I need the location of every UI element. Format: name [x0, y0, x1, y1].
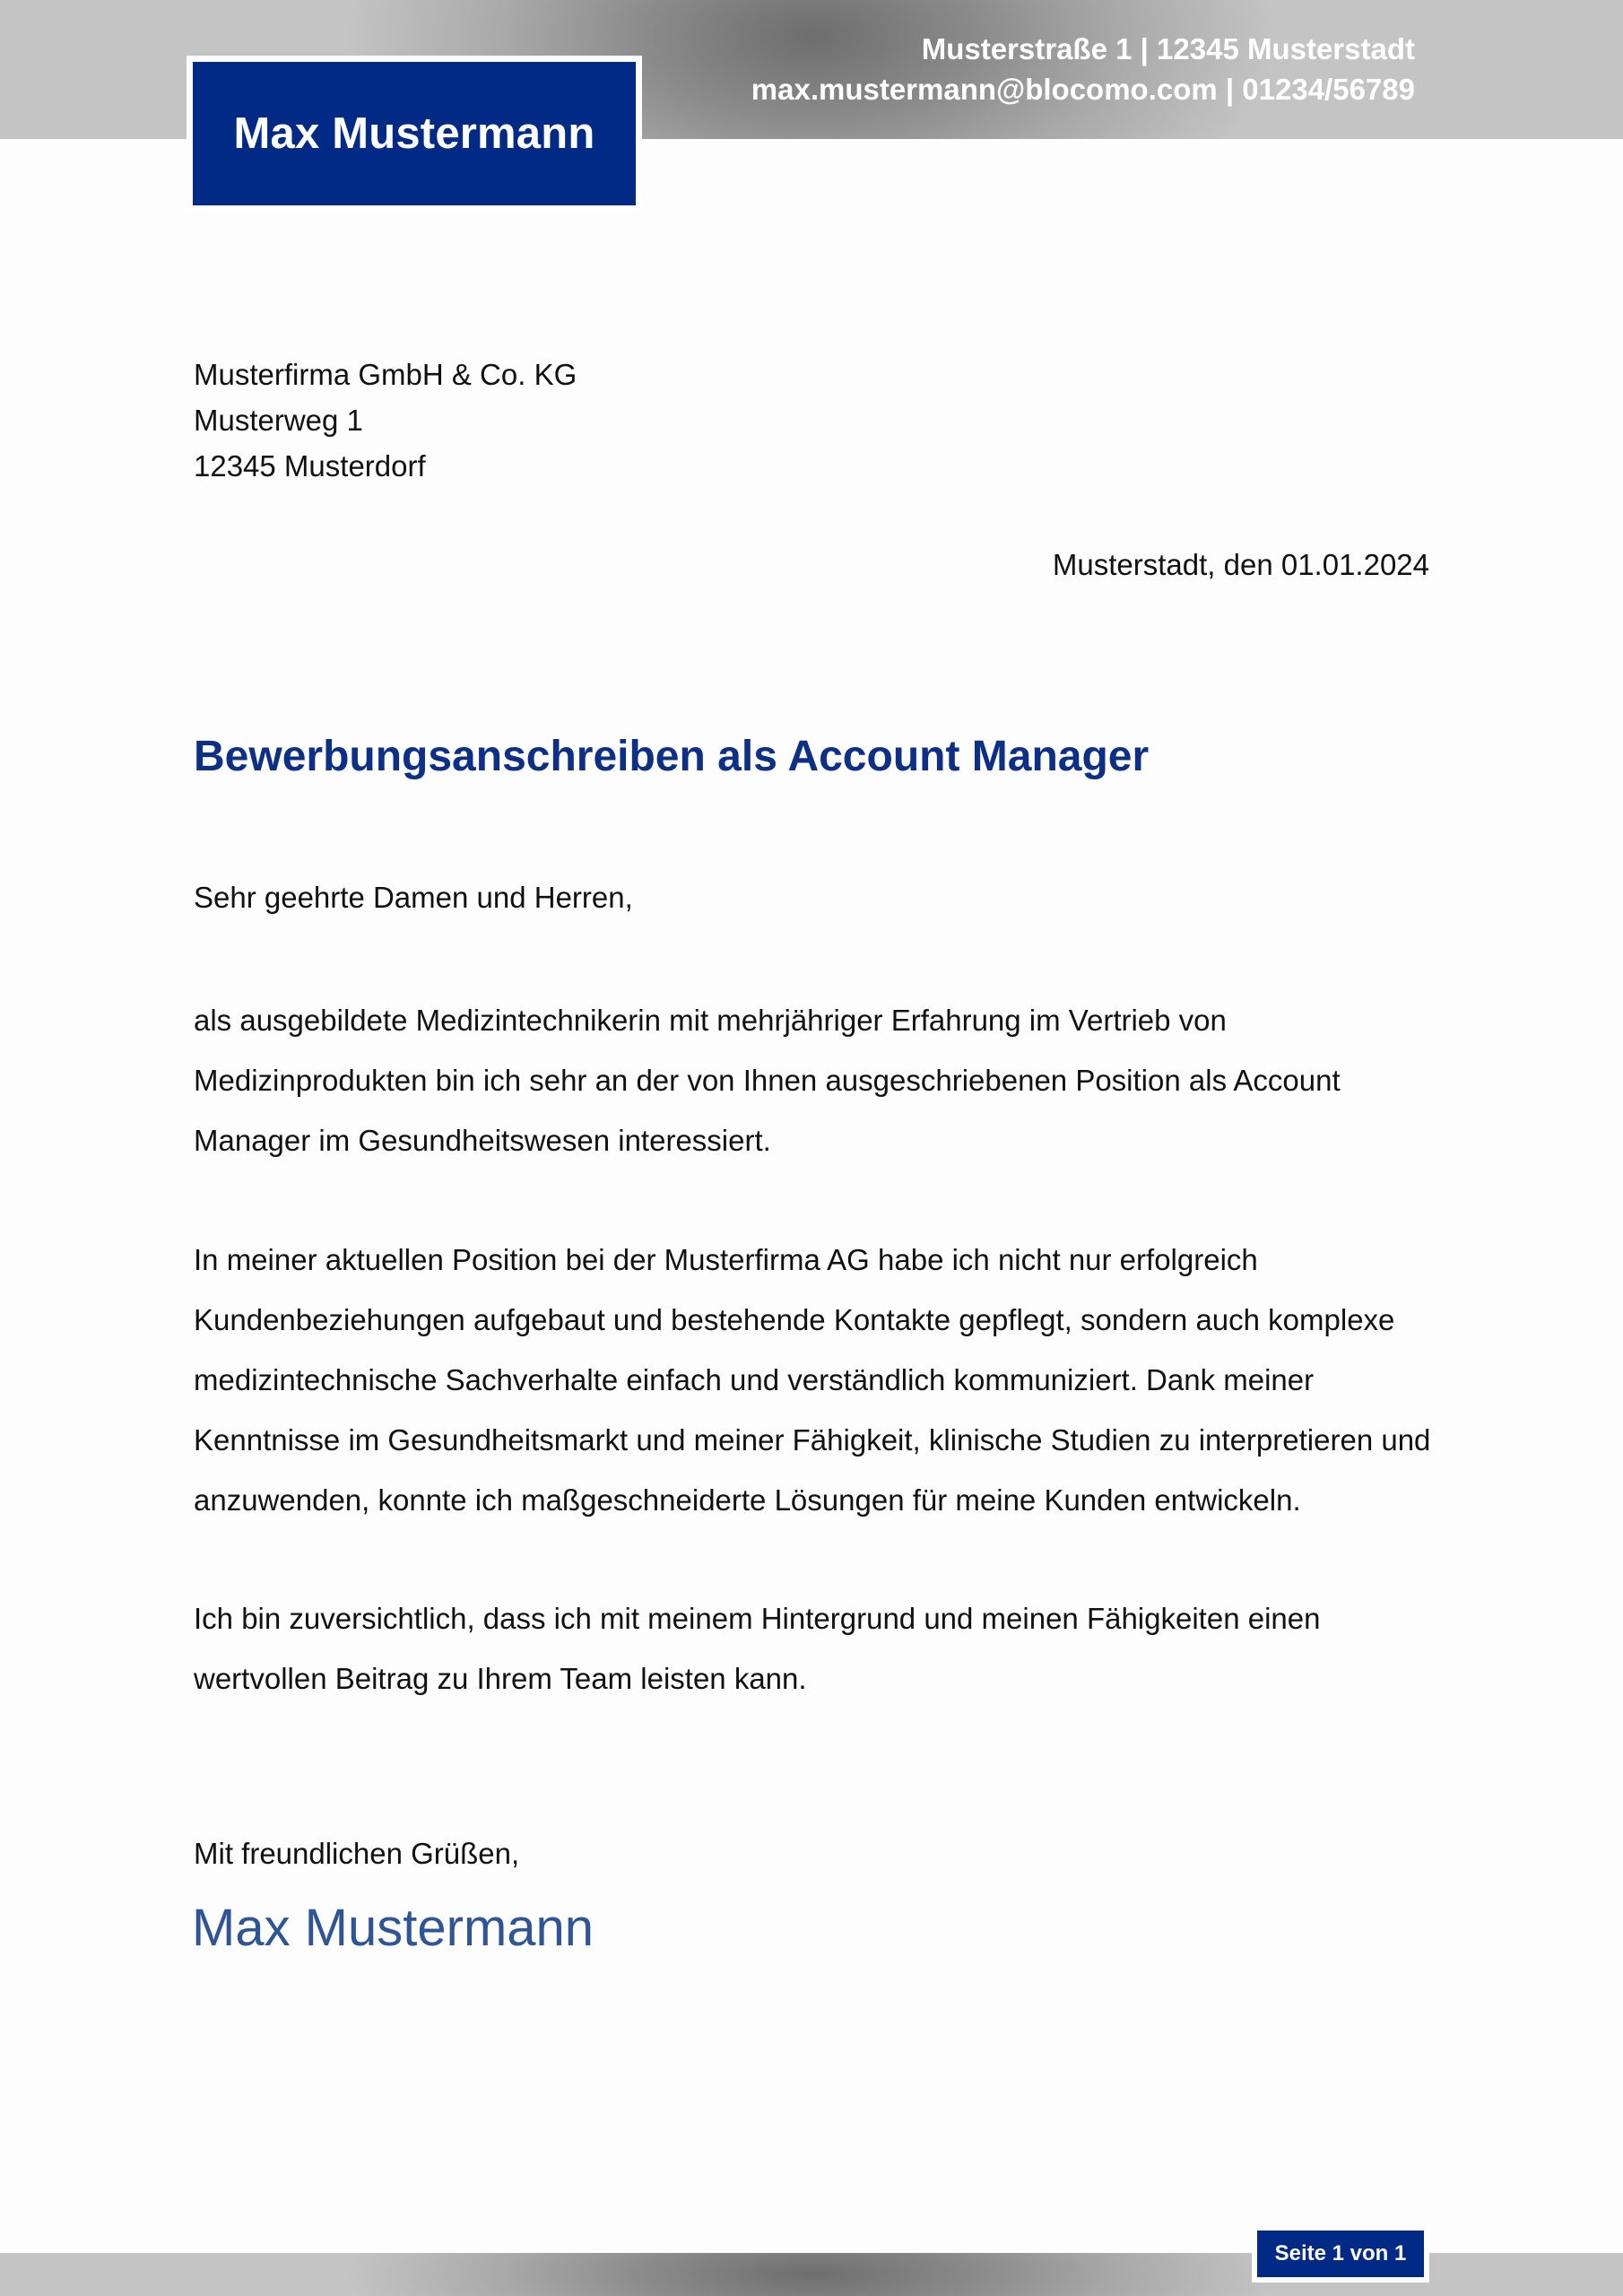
letter-subject: Bewerbungsanschreiben als Account Manager [194, 733, 1150, 780]
sender-address: Musterstraße 1 | 12345 Musterstadt [921, 32, 1415, 65]
sender-contact [751, 29, 1415, 109]
recipient-street: Musterweg 1 [194, 404, 363, 437]
body-paragraph: Ich bin zuversichtlich, dass ich mit meinem Hintergrund und meinen Fähigkeiten einen wertvollen Beitrag zu Ihrem Team leisten kann. [194, 1602, 1321, 1695]
page-number: Seite 1 von 1 [1274, 2241, 1407, 2266]
body-paragraph: In meiner aktuellen Position bei der Musterfirma AG habe ich nicht nur erfolgreich Kundenbeziehungen aufgebaut und bestehende Kontakte gepflegt, sondern auch komplexe medizintechnische Sachverhalte einfach und verständlich kommuniziert. Dank meiner Kenntnisse im Gesundheitsmarkt und meiner Fähigkeit, klinische Studien zu interpretieren und anzuwenden, konnte ich maßgeschneiderte Lösungen für meine Kunden entwickeln. [194, 1243, 1431, 1517]
page-number-badge [1252, 2225, 1429, 2283]
letter-date: Musterstadt, den 01.01.2024 [1052, 548, 1429, 581]
name-badge-fill [193, 62, 636, 205]
recipient-city: 12345 Musterdorf [194, 449, 426, 483]
sender-name: Max Mustermann [233, 109, 595, 158]
recipient-company: Musterfirma GmbH & Co. KG [194, 358, 577, 391]
body-paragraph: als ausgebildete Medizintechnikerin mit mehrjähriger Erfahrung im Vertrieb von Medizinprodukten bin ich sehr an der von Ihnen ausgeschriebenen Position als Account Manager im Gesundheitswesen interessiert. [194, 1004, 1341, 1157]
page-number-fill [1257, 2231, 1424, 2277]
name-badge [187, 56, 642, 212]
closing: Mit freundlichen Grüßen, [194, 1837, 520, 1870]
recipient-address [194, 352, 577, 489]
signature: Max Mustermann [192, 1899, 595, 1957]
salutation: Sehr geehrte Damen und Herren, [194, 881, 633, 914]
sender-email-phone: max.mustermann@blocomo.com | 01234/56789 [751, 73, 1415, 106]
